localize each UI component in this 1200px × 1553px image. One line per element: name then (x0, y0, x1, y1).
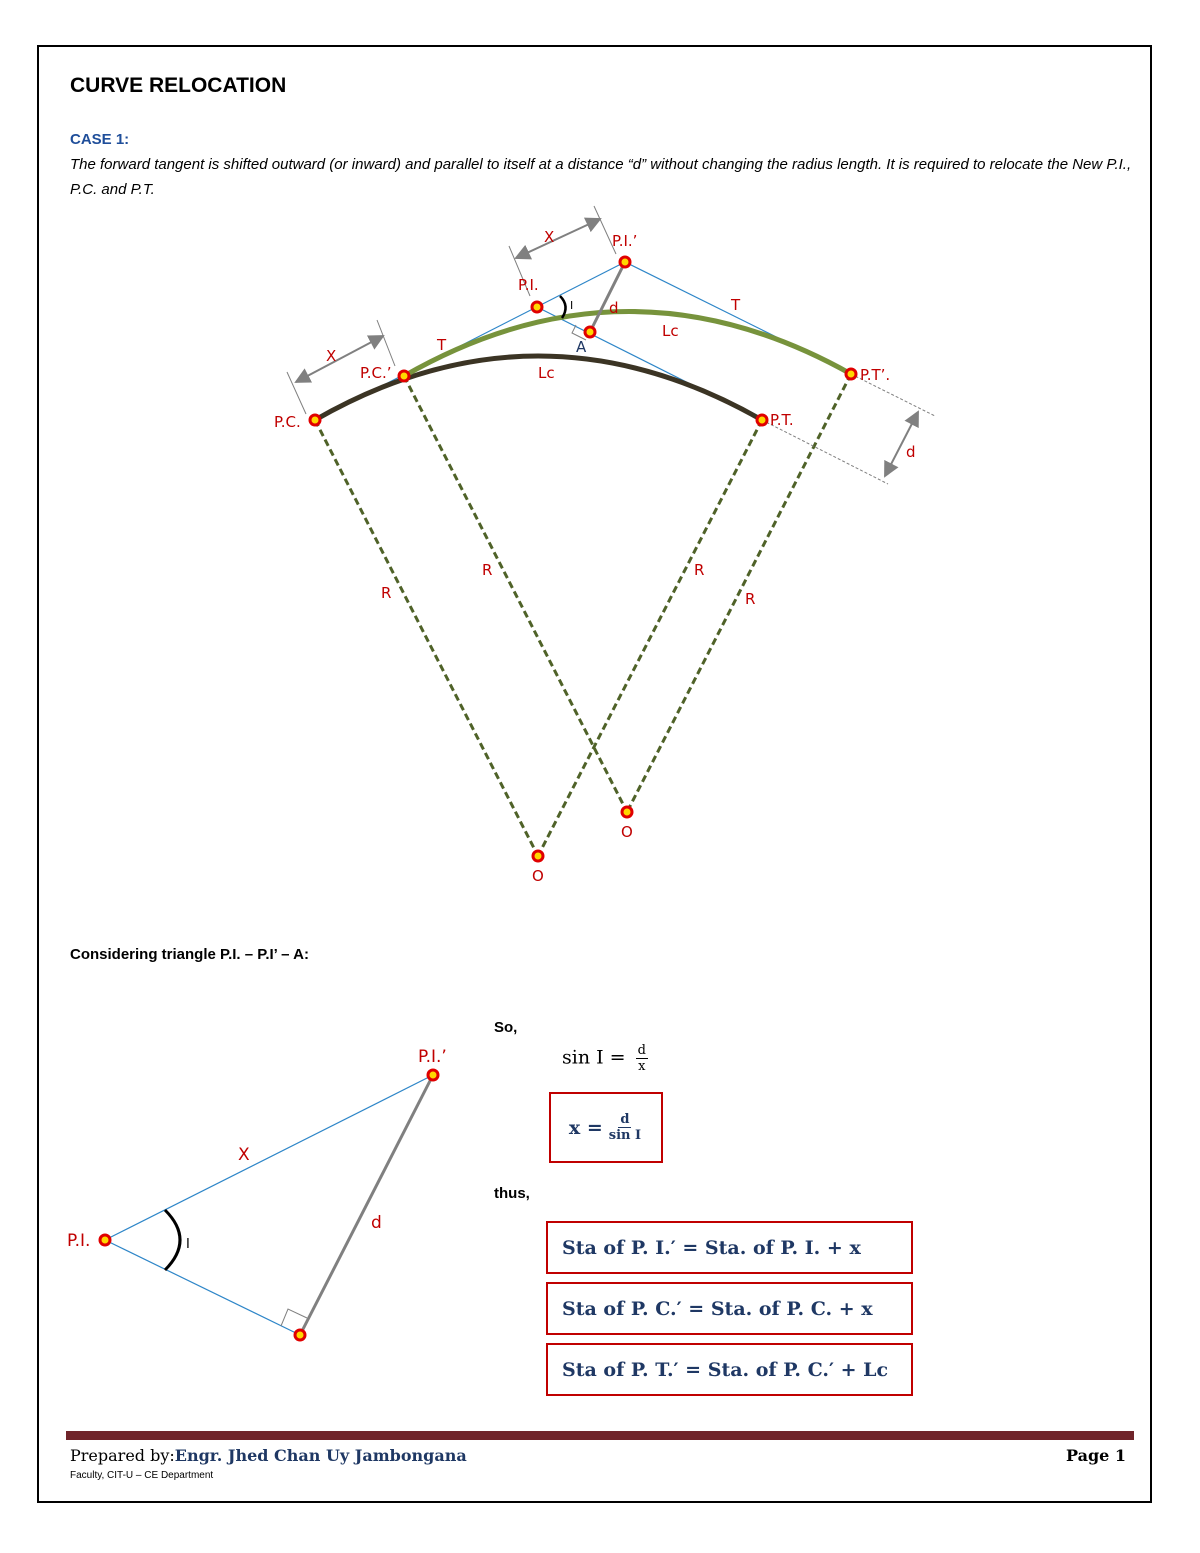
triangle-angle-i-arc (165, 1210, 180, 1270)
sta-pi-equation: Sta of P. I.′ = Sta. of P. I. + x (562, 1236, 861, 1259)
triangle-side-d (300, 1075, 433, 1335)
x-fraction-den: sin I (608, 1128, 642, 1143)
prepared-by (70, 1446, 467, 1465)
label-pi: P.I. (518, 276, 539, 294)
thus-label: thus, (494, 1185, 530, 1202)
label-lc-old: Lc (538, 364, 555, 382)
triangle-point-a (295, 1330, 305, 1340)
case-description: The forward tangent is shifted outward (or inward) and parallel to itself at a distance “d” without changing the radius length. It is required to relocate the New P.I., P.C. and P.T. (70, 156, 1132, 198)
label-i-angle: I (570, 299, 574, 312)
author-name: Engr. Jhed Chan Uy Jambongana (174, 1446, 467, 1465)
label-t-forward: T (731, 296, 741, 314)
label-x-top: X (544, 228, 555, 246)
x-equation-lhs: x = (568, 1116, 603, 1139)
label-pi-prime: P.I.’ (612, 232, 638, 250)
sin-fraction-num: d (637, 1043, 646, 1058)
sta-pt-equation: Sta of P. T.′ = Sta. of P. C.′ + Lc (562, 1358, 889, 1381)
label-pc: P.C. (274, 413, 301, 431)
faculty-line: Faculty, CIT-U – CE Department (70, 1470, 214, 1481)
label-lc-new: Lc (662, 322, 679, 340)
label-r-3: R (694, 561, 705, 579)
triangle-side-base (105, 1240, 300, 1335)
triangle-point-pi-prime (428, 1070, 438, 1080)
label-r-4: R (745, 590, 756, 608)
label-d-right: d (906, 443, 916, 461)
triangle-label-i: I (186, 1237, 190, 1252)
sin-fraction-den: x (638, 1059, 646, 1074)
triangle-point-pi (100, 1235, 110, 1245)
triangle-label-d: d (371, 1213, 382, 1233)
page-number: Page 1 (1066, 1446, 1127, 1465)
label-o: O (532, 867, 544, 885)
triangle-right-angle-mark (281, 1309, 307, 1326)
label-pt-prime: P.T’. (860, 366, 891, 384)
x-fraction-num: d (620, 1112, 630, 1127)
triangle-heading: Considering triangle P.I. – P.I’ – A: (70, 946, 309, 963)
label-a: A (576, 338, 587, 356)
triangle-label-x: X (238, 1145, 250, 1165)
prepared-by-label: Prepared by: (70, 1446, 175, 1465)
triangle-side-x (105, 1075, 433, 1240)
label-pt: P.T. (770, 411, 794, 429)
label-pc-prime: P.C.’ (360, 364, 392, 382)
sta-pi-equation-box (546, 1221, 913, 1274)
footer-divider (66, 1431, 1134, 1440)
triangle-label-pi: P.I. (67, 1231, 91, 1251)
page-title: CURVE RELOCATION (70, 74, 287, 97)
sta-pc-equation-box (546, 1282, 913, 1335)
label-t-back: T (437, 336, 447, 354)
label-d-top: d (609, 299, 619, 317)
sin-equation (562, 1043, 648, 1074)
label-r-1: R (381, 584, 392, 602)
sin-fraction (636, 1043, 648, 1074)
case-label: CASE 1: (70, 131, 130, 148)
sta-pc-equation: Sta of P. C.′ = Sta. of P. C. + x (562, 1297, 873, 1320)
triangle-label-pi-prime: P.I.’ (418, 1047, 447, 1067)
sin-equation-lhs: sin I = (562, 1046, 626, 1069)
label-r-2: R (482, 561, 493, 579)
x-equation-box (549, 1092, 663, 1163)
label-o-prime: O (621, 823, 633, 841)
sta-pt-equation-box (546, 1343, 913, 1396)
label-x-left: X (326, 347, 337, 365)
so-label: So, (494, 1019, 518, 1036)
x-fraction (607, 1112, 643, 1143)
